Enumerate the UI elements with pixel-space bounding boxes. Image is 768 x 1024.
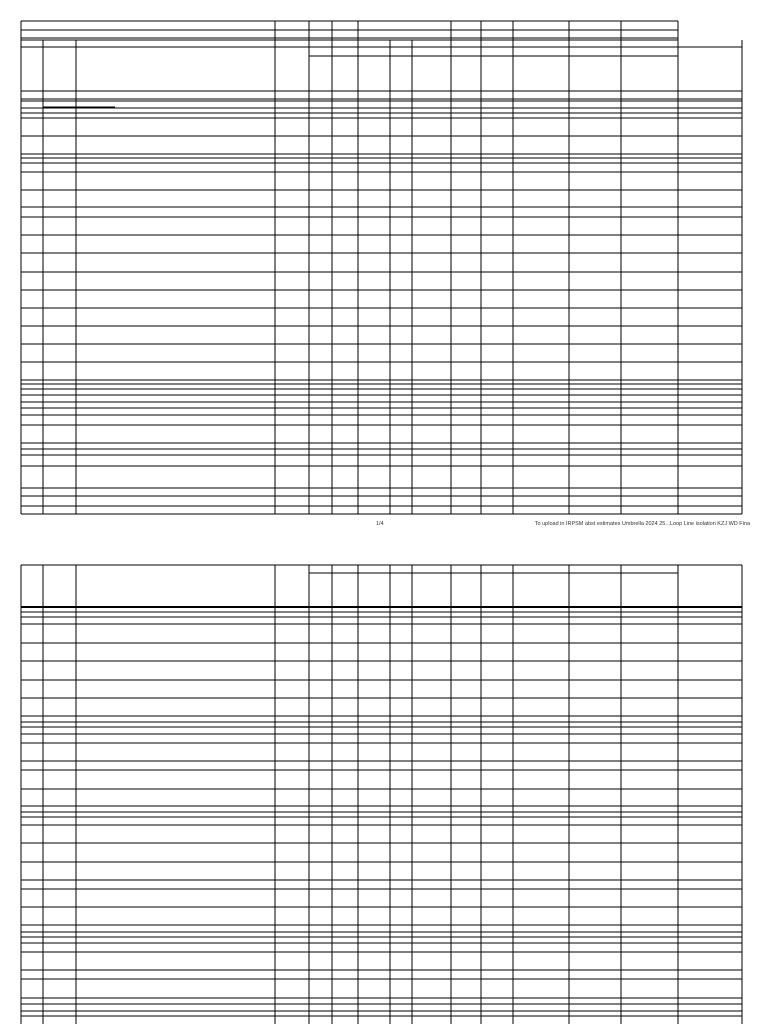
page-number: 1/4 xyxy=(376,521,384,527)
footer-file-label: To upload in IRPSM abst estimates Umbrella 2024 25...Loop Line isolation KZJ WD Fina xyxy=(534,521,750,527)
